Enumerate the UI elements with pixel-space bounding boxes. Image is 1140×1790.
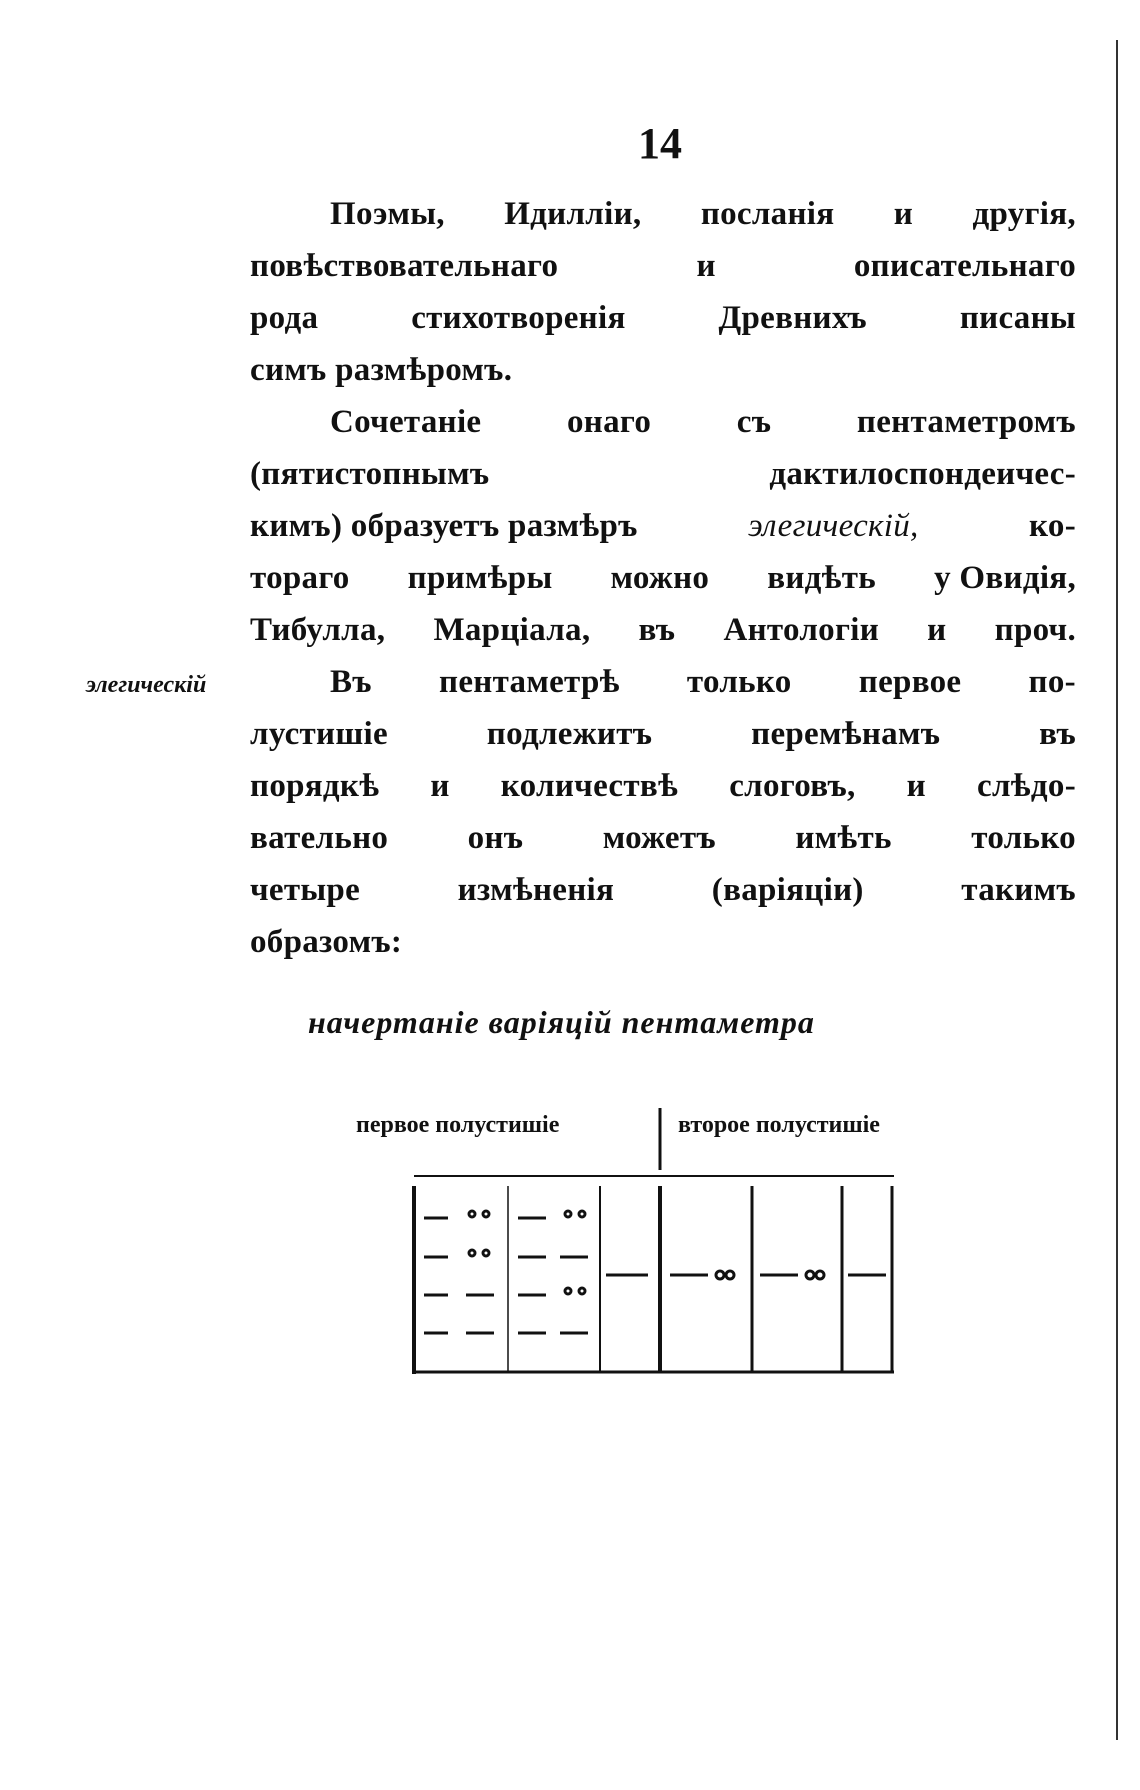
text-line: Сочетаніе онаго съ пентаметромъ (330, 404, 1076, 440)
text-line: тораго примѣры можно видѣть у Овидія, (250, 560, 1076, 596)
text-line: повѣствовательнаго и описательнаго (250, 248, 1076, 284)
text-line: Поэмы, Идилліи, посланія и другія, (330, 196, 1076, 232)
text-line: четыре измѣненія (варіяціи) такимъ (250, 872, 1076, 908)
text-line: (пятистопнымъ дактилоспондеичес- (250, 456, 1076, 492)
text-line: симъ размѣромъ. (250, 352, 513, 388)
header-second-hemistich: второе полустишіе (678, 1112, 880, 1138)
text-line: порядкѣ и количествѣ слоговъ, и слѣдо- (250, 768, 1076, 804)
italic-term: элегическій, (748, 508, 919, 544)
text-line: вательно онъ можетъ имѣть только (250, 820, 1076, 856)
page-number: 14 (638, 119, 682, 168)
foot-1-marks (424, 1211, 494, 1333)
text-line: Въ пентаметрѣ только первое по- (330, 664, 1076, 700)
text-line: рода стихотворенія Древнихъ писаны (250, 300, 1076, 336)
text-line: кимъ) образуетъ размѣръ элегическій, ко- (250, 500, 1076, 552)
text-line: образомъ: (250, 924, 403, 960)
second-hemistich-marks (670, 1271, 886, 1279)
margin-note: элегическій (86, 672, 207, 698)
text-line: Тибулла, Марціала, въ Антологіи и проч. (250, 612, 1076, 648)
table-title: начертаніе варіяцій пентаметра (308, 1004, 815, 1040)
header-first-hemistich: первое полустишіе (356, 1112, 560, 1138)
text-line: лустишіе подлежитъ перемѣнамъ въ (250, 716, 1076, 752)
foot-2-marks (518, 1211, 588, 1333)
